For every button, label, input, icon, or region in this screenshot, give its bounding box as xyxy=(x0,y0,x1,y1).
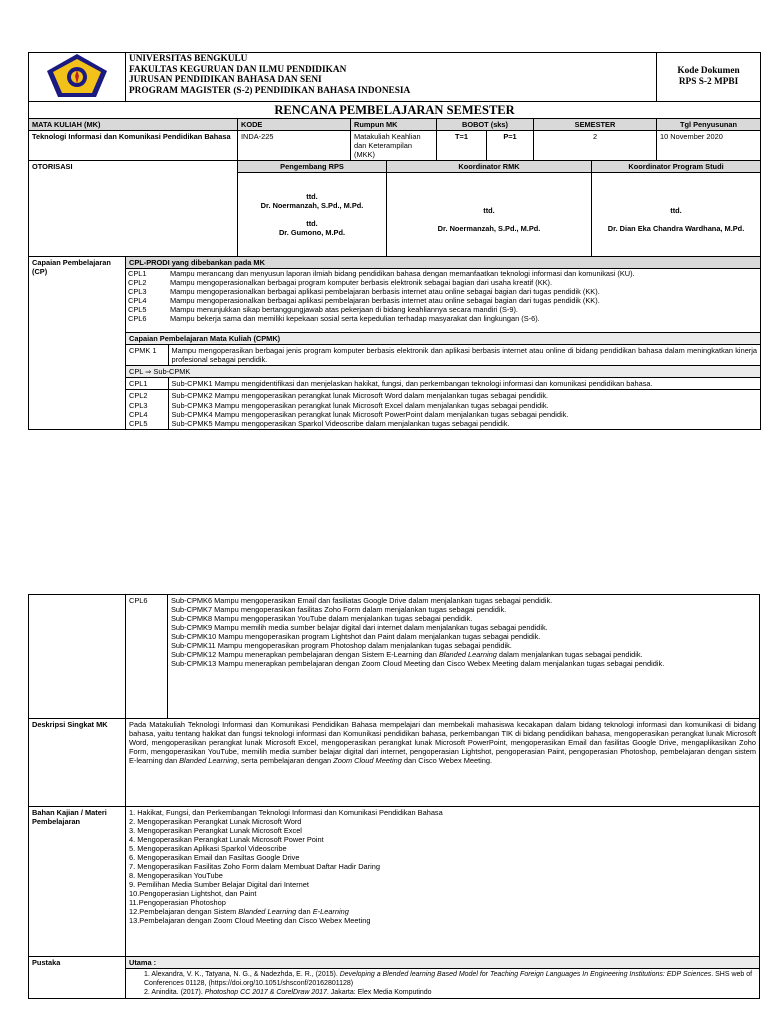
deskripsi-label: Deskripsi Singkat MK xyxy=(29,719,126,807)
cpl-code: CPL5 xyxy=(128,305,147,314)
cpl-prodi-label: CPL-PRODI yang dibebankan pada MK xyxy=(126,257,761,269)
list-item xyxy=(126,314,760,323)
cpl-code: CPL1 xyxy=(128,269,147,278)
otorisasi-label: OTORISASI xyxy=(29,161,238,257)
sub-cpl-text: Sub-CPMK1 Mampu mengidentifikasi dan menjelaskan hakikat, fungsi, dan perkembangan teknologi informasi dan komunikasi pendidikan bahasa. xyxy=(168,378,760,390)
sub-codes xyxy=(126,390,168,430)
cpl-list xyxy=(126,269,761,333)
university-logo-icon xyxy=(44,53,110,99)
pengembang-name-1: Dr. Noermanzah, S.Pd., M.Pd. xyxy=(260,201,364,210)
deskripsi-italic: Blanded Learning xyxy=(179,756,238,765)
ttd-text: ttd. xyxy=(483,205,495,215)
koordinator-rmk-label: Koordinator RMK xyxy=(387,161,592,173)
sub-cpl-text: Sub-CPMK4 Mampu mengoperasikan perangkat lunak Microsoft PowerPoint dalam menjalankan tugas sebagai pendidik. xyxy=(171,410,569,419)
list-item xyxy=(126,278,760,287)
bobot-t: T=1 xyxy=(437,131,487,161)
list-item xyxy=(126,305,760,314)
document-code-label: Kode Dokumen xyxy=(677,66,740,76)
bahan12-text: dan xyxy=(296,907,313,916)
bobot-p: P=1 xyxy=(487,131,534,161)
course-rumpun: Matakuliah Keahlian dan Keterampilan (MKK) xyxy=(351,131,437,161)
list-item: Sub-CPMK6 Mampu mengoperasikan Email dan fasiliatas Google Drive dalam menjalankan tugas sebagai pendidik. xyxy=(171,596,553,605)
koordinator-prodi-label: Koordinator Program Studi xyxy=(592,161,761,173)
cpmk12-italic: Blanded Learning xyxy=(438,650,497,659)
col-header-tgl: Tgl Penyusunan xyxy=(657,119,761,131)
bahan12-text: 12.Pembelajaran dengan Sistem xyxy=(129,907,239,916)
cpmk12-text: Sub-CPMK12 Mampu menerapkan pembelajaran dengan Sistem E-Learning dan xyxy=(171,650,439,659)
list-item: Sub-CPMK13 Mampu menerapkan pembelajaran dengan Zoom Cloud Meeting dan Cisco Webex Meeting dalam menjalankan tugas sebagai pendidik. xyxy=(171,659,665,668)
col-header-bobot: BOBOT (sks) xyxy=(437,119,534,131)
list-item: Sub-CPMK7 Mampu mengoperasikan fasilitas Zoho Form dalam menjalankan tugas sebagai pendidik. xyxy=(171,605,507,614)
sub-cpl-text: Sub-CPMK2 Mampu mengoperasikan perangkat lunak Microsoft Word dalam menjalankan tugas sebagai pendidik. xyxy=(171,391,549,400)
cp-continuation-label xyxy=(29,595,126,719)
list-item xyxy=(171,650,756,659)
cpl-text: Mampu mengoperasionalkan berbagai aplikasi pembelajaran berbasis internet atau online sebagai bagian dari tugas pendidik (KK). xyxy=(170,287,600,296)
sub-cpl-code: CPL1 xyxy=(126,378,168,390)
university-line: UNIVERSITAS BENGKULU xyxy=(129,54,248,64)
reference-text: 1. Alexandra, V. K., Tatyana, N. G., & Nadezhda, E. R., (2015). xyxy=(144,971,340,978)
list-item: 13.Pembelajaran dengan Zoom Cloud Meeting dan Cisco Webex Meeting xyxy=(129,916,371,925)
page-2 xyxy=(28,594,760,999)
university-heading xyxy=(126,53,657,102)
list-item: 3. Mengoperasikan Perangkat Lunak Microsoft Excel xyxy=(129,826,302,835)
document-code-value: RPS S-2 MPBI xyxy=(678,77,739,87)
col-header-mata-kuliah: MATA KULIAH (MK) xyxy=(29,119,238,131)
koordinator-prodi-signature xyxy=(592,173,761,257)
list-item xyxy=(126,287,760,296)
bahan-kajian-list xyxy=(126,807,760,957)
bahan-kajian-label: Bahan Kajian / Materi Pembelajaran xyxy=(29,807,126,957)
sub-cpl-code: CPL2 xyxy=(129,391,148,400)
list-item: 6. Mengoperasikan Email dan Fasiltas Google Drive xyxy=(129,853,300,862)
semester-value: 2 xyxy=(534,131,657,161)
cpl6-items xyxy=(168,595,760,719)
reference-item xyxy=(144,988,756,997)
reference-title: Photoshop CC 2017 & CorelDraw 2017 xyxy=(204,989,327,996)
col-header-rumpun: Rumpun MK xyxy=(351,119,437,131)
rps-header-table xyxy=(28,52,761,430)
cpl6-code: CPL6 xyxy=(126,595,168,719)
koordinator-rmk-signature xyxy=(387,173,592,257)
cpl-code: CPL3 xyxy=(128,287,147,296)
reference-list xyxy=(126,969,760,999)
pengembang-label: Pengembang RPS xyxy=(238,161,387,173)
sub-cpl-text: Sub-CPMK5 Mampu mengoperasikan Sparkol Videoscribe dalam menjalankan tugas sebagai pendidik. xyxy=(171,419,510,428)
deskripsi-part: , serta pembelajaran dengan xyxy=(237,756,334,765)
list-item: 11.Pengoperasian Photoshop xyxy=(129,898,226,907)
sub-cpl-code: CPL4 xyxy=(129,410,148,419)
reference-item xyxy=(144,970,756,988)
cpl-code: CPL2 xyxy=(128,278,147,287)
cpl-code: CPL6 xyxy=(128,314,147,323)
koordinator-prodi-name: Dr. Dian Eka Chandra Wardhana, M.Pd. xyxy=(607,223,745,233)
cpl-text: Mampu menunjukkan sikap bertanggungjawab atas pekerjaan di bidang keahliannya secara mandiri (S-9). xyxy=(170,305,518,314)
list-item xyxy=(126,296,760,305)
cp-label: Capaian Pembelajaran (CP) xyxy=(29,257,126,430)
cpl-text: Mampu merancang dan menyusun laporan ilmiah bidang pendidikan bahasa dengan memanfaatkan teknologi informasi dan komunikasi (KU). xyxy=(170,269,635,278)
reference-title: Developing a Blended learning Based Model for Teaching Foreign Languages In Engineering Institutions: EDP Sciences xyxy=(339,971,712,978)
logo-cell xyxy=(29,53,126,102)
program-line: PROGRAM MAGISTER (S-2) PENDIDIKAN BAHASA INDONESIA xyxy=(129,85,411,96)
list-item: Sub-CPMK11 Mampu mengoperasikan program Photoshop dalam menjalankan tugas sebagai pendidik. xyxy=(171,641,512,650)
deskripsi-part: Pada Matakuliah Teknologi Informasi dan Komunikasi Pendidikan Bahasa mempelajari dan membekali mahasiswa kecakapan dalam bidang teknologi informasi dan komunikasi di bidang bahasa, yaitu tentang hakikat dan fungsi teknologi informasi dan Komunikasi pendidikan bahasa, perkembangan TIK di bidang pendidikan bahasa, mengoperasikan perangkat lunak Microsoft Word, mengoperasikan perangkat lunak Microsoft Excel, mengoperasikan perangkat lunak Microsoft PowerPoint, mengoperasikan Email dan fasilitas Google Drive, mengaplikasikan Zoho Form, mengoperasikan YouTube, memilih media sumber belajar digital dari internet, pengoperasian Lightshot, pengoperasian Paint, pengoperasian Photoshop, pembelajaran dengan sistem E-learning dan xyxy=(129,720,756,765)
list-item: Sub-CPMK9 Mampu memilih media sumber belajar digital dari internet dalam menjalankan tugas sebagai pendidik. xyxy=(171,623,548,632)
cpl-text: Mampu mengoperasionalkan berbagai aplikasi pembelajaran berbasis internet atau online sebagai bagian dari tugas pendidik (KK). xyxy=(170,296,600,305)
utama-label: Utama : xyxy=(126,957,760,969)
cpmk12-text-end: dalam menjalankan tugas sebagai pendidik. xyxy=(496,650,643,659)
deskripsi-italic: Zoom Cloud Meeting xyxy=(333,756,402,765)
pustaka-label: Pustaka xyxy=(29,957,126,999)
department-line: JURUSAN PENDIDIKAN BAHASA DAN SENI xyxy=(129,75,322,85)
cpmk-code: CPMK 1 xyxy=(126,345,168,366)
col-header-semester: SEMESTER xyxy=(534,119,657,131)
ttd-text: ttd. xyxy=(670,205,682,215)
bahan12-italic: Blanded Learning xyxy=(238,907,297,916)
rps-content-table xyxy=(28,594,760,999)
list-item: 8. Mengoperasikan YouTube xyxy=(129,871,223,880)
list-item: Sub-CPMK8 Mampu mengoperasikan YouTube dalam menjalankan tugas sebagai pendidik. xyxy=(171,614,473,623)
rps-title: RENCANA PEMBELAJARAN SEMESTER xyxy=(29,102,761,119)
list-item xyxy=(129,907,756,916)
deskripsi-part: dan Cisco Webex Meeting. xyxy=(401,756,493,765)
cpl-text: Mampu mengoperasionalkan berbagai program komputer berbasis elektronik sebagai bagian dari usaha kreatif (KK). xyxy=(170,278,553,287)
sub-cpmk-label: CPL ⇒ Sub-CPMK xyxy=(126,366,760,378)
sub-texts xyxy=(168,390,760,430)
koordinator-rmk-name: Dr. Noermanzah, S.Pd., M.Pd. xyxy=(437,223,541,233)
reference-text: . SHS web of Conferences 01128, (https://doi.org/10.1051/shsconf/20162801128) xyxy=(144,971,753,987)
cpmk-section xyxy=(126,333,761,430)
ttd-text: ttd. xyxy=(306,219,318,228)
faculty-line: FAKULTAS KEGURUAN DAN ILMU PENDIDIKAN xyxy=(129,64,347,75)
list-item xyxy=(126,269,760,278)
list-item: 1. Hakikat, Fungsi, dan Perkembangan Teknologi Informasi dan Komunikasi Pendidikan Bahasa xyxy=(129,808,443,817)
ttd-text: ttd. xyxy=(306,192,318,201)
course-name: Teknologi Informasi dan Komunikasi Pendidikan Bahasa xyxy=(29,131,238,161)
list-item: 9. Pemilihan Media Sumber Belajar Digital dari Internet xyxy=(129,880,309,889)
document-code-cell xyxy=(657,53,761,102)
list-item: Sub-CPMK10 Mampu mengoperasikan program Lightshot dan Paint dalam menjalankan tugas sebagai pendidik. xyxy=(171,632,541,641)
list-item: 4. Mengoperasikan Perangkat Lunak Microsoft Power Point xyxy=(129,835,324,844)
bahan12-italic: E-Learning xyxy=(312,907,349,916)
reference-text: 2. Anindita. (2017). xyxy=(144,989,205,996)
cpl-text: Mampu bekerja sama dan memiliki kepekaan sosial serta kepedulian terhadap masyarakat dan lingkungan (S-6). xyxy=(170,314,540,323)
page-1 xyxy=(28,52,760,430)
deskripsi-text xyxy=(126,719,760,807)
date-value: 10 November 2020 xyxy=(657,131,761,161)
reference-text: . Jakarta: Elex Media Komputindo xyxy=(326,989,432,996)
cpmk-text: Mampu mengoperasikan berbagai jenis program komputer berbasis elektronik dan aplikasi berbasis internet atau online di bidang pendidikan bahasa dalam meningkatkan kinerja profesional sebagai pendidik. xyxy=(168,345,760,366)
pengembang-name-2: Dr. Gumono, M.Pd. xyxy=(278,228,346,237)
list-item: 5. Mengoperasikan Aplikasi Sparkol Videoscribe xyxy=(129,844,287,853)
list-item: 10.Pengoperasian Lightshot, dan Paint xyxy=(129,889,257,898)
sub-cpl-text: Sub-CPMK3 Mampu mengoperasikan perangkat lunak Microsoft Excel dalam menjalankan tugas sebagai pendidik. xyxy=(171,401,549,410)
col-header-kode: KODE xyxy=(238,119,351,131)
sub-cpl-code: CPL3 xyxy=(129,401,148,410)
pengembang-signatures xyxy=(238,173,387,257)
cpl-code: CPL4 xyxy=(128,296,147,305)
sub-cpl-code: CPL5 xyxy=(129,419,148,428)
list-item: 2. Mengoperasikan Perangkat Lunak Microsoft Word xyxy=(129,817,302,826)
list-item: 7. Mengoperasikan Fasilitas Zoho Form dalam Membuat Daftar Hadir Daring xyxy=(129,862,380,871)
cpmk-label: Capaian Pembelajaran Mata Kuliah (CPMK) xyxy=(126,333,760,345)
course-code: INDA-225 xyxy=(238,131,351,161)
